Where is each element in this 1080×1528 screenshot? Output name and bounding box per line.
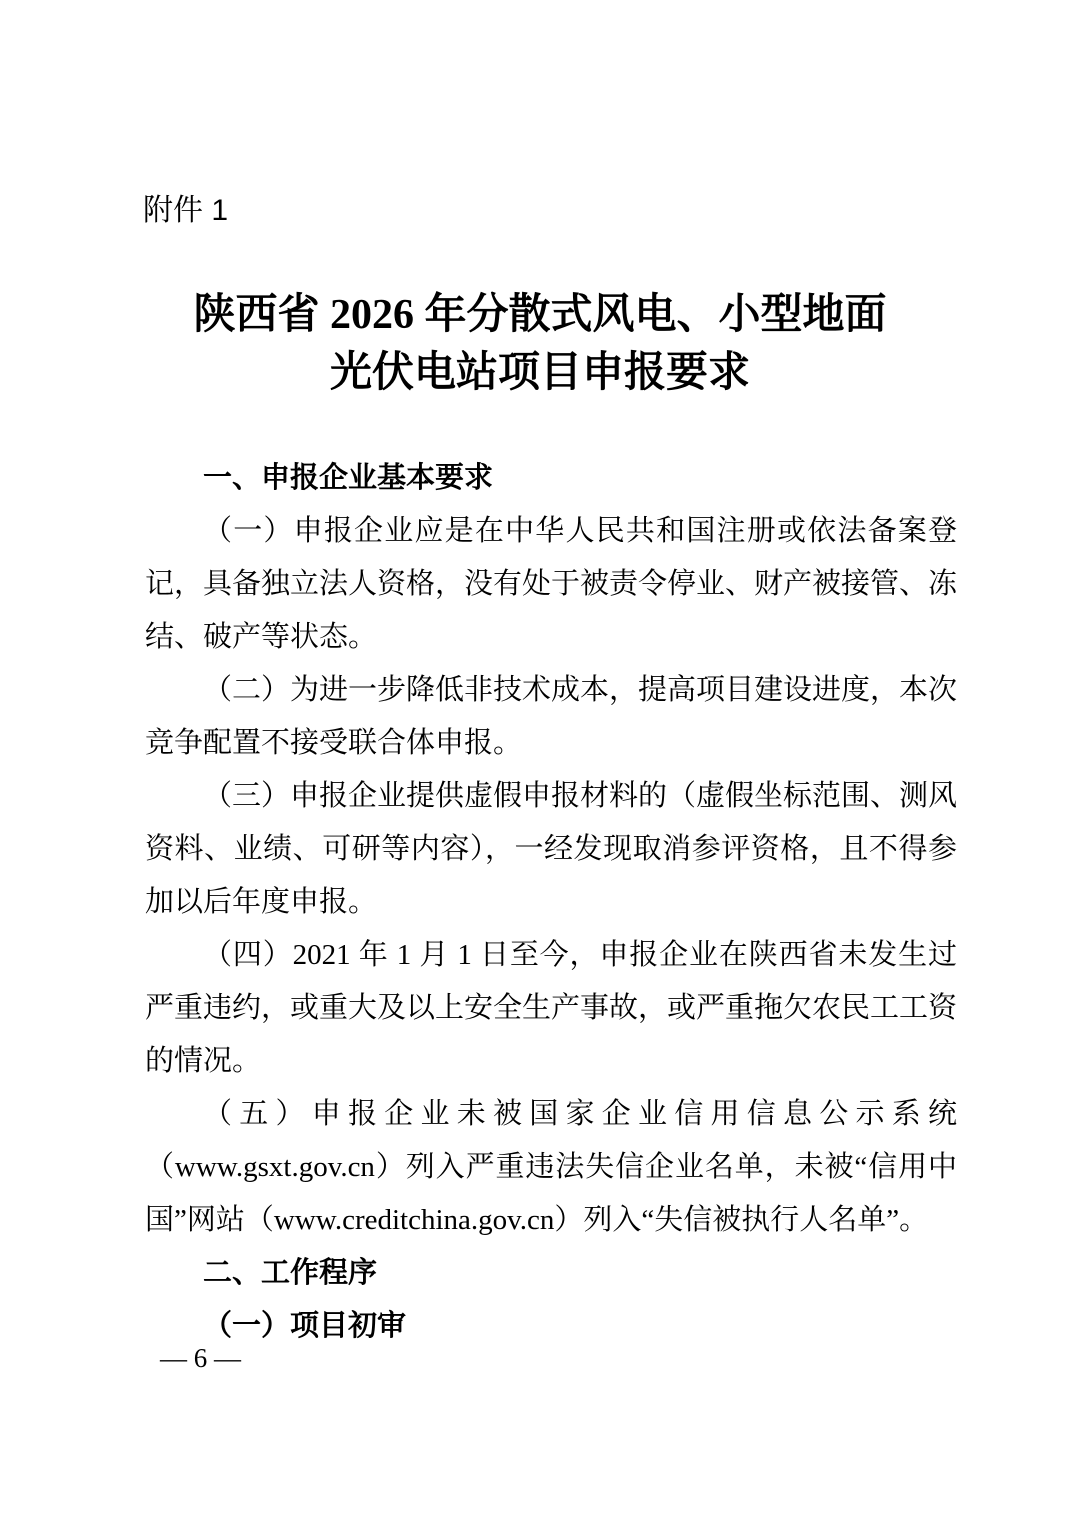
document-title: [0, 286, 1080, 402]
document-title-line-1: 陕西省 2026 年分散式风电、小型地面: [193, 292, 887, 338]
page-number: — 6 —: [160, 1343, 241, 1373]
document-body: [145, 452, 957, 1353]
document-title-line-2: 光伏电站项目申报要求: [329, 350, 750, 396]
attachment-label: 附件 1: [143, 194, 229, 227]
section-heading-basic-requirements: 一、申报企业基本要求: [203, 462, 494, 494]
subsection-heading-project-initial-review: （一）项目初审: [203, 1310, 407, 1342]
paragraph-item-2: （二）为进一步降低非技术成本，提高项目建设进度，本次竞争配置不接受联合体申报。: [145, 674, 958, 759]
paragraph-item-3: （三）申报企业提供虚假申报材料的（虚假坐标范围、测风资料、业绩、可研等内容），一经发现取消参评资格，且不得参加以后年度申报。: [145, 780, 958, 918]
paragraph-item-4: （四）2021 年 1 月 1 日至今，申报企业在陕西省未发生过严重违约，或重大及以上安全生产事故，或严重拖欠农民工工资的情况。: [145, 939, 958, 1077]
paragraph-item-5: （五）申报企业未被国家企业信用信息公示系统（www.gsxt.gov.cn）列入严重违法失信企业名单，未被“信用中国”网站（www.creditchina.gov.cn）列入“失信被执行人名单”。: [145, 1098, 957, 1236]
section-heading-work-procedure: 二、工作程序: [203, 1257, 378, 1289]
paragraph-item-1: （一）申报企业应是在中华人民共和国注册或依法备案登记，具备独立法人资格，没有处于被责令停业、财产被接管、冻结、破产等状态。: [145, 515, 958, 653]
